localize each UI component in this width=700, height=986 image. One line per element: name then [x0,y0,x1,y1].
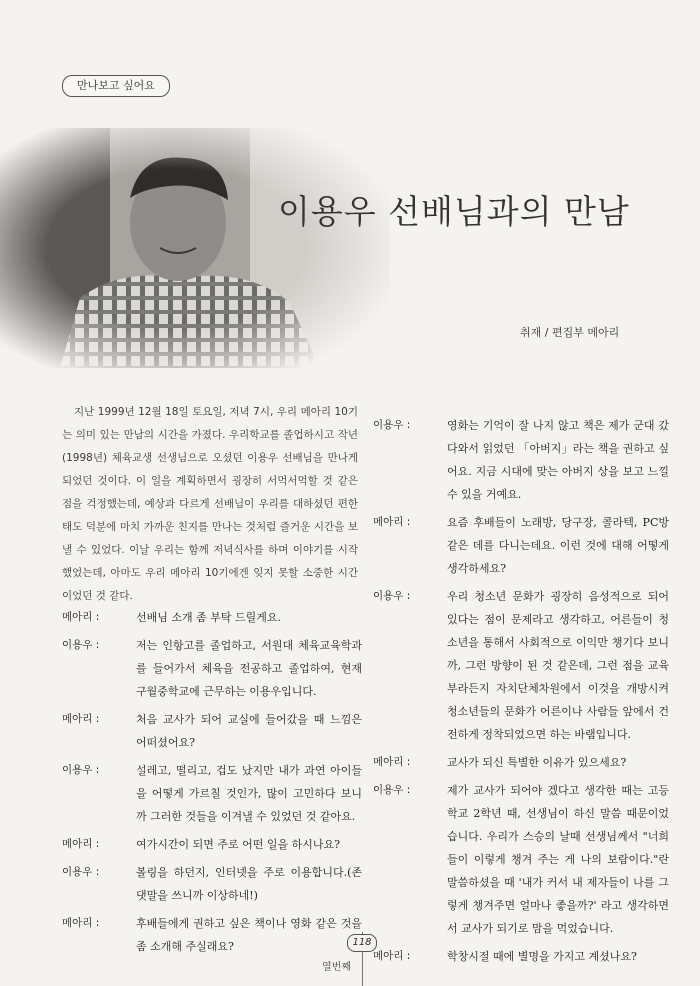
qa-speaker: 메아리 : [62,917,100,929]
qa-text: 학창시절 때에 별명을 가지고 계셨나요? [447,950,637,963]
byline: 취재 / 편집부 메아리 [520,326,620,339]
qa-item [62,833,362,856]
qa-item [373,585,669,746]
qa-item [62,912,362,958]
page-number: 118 [347,934,377,952]
qa-item [373,511,669,580]
qa-item [62,606,362,629]
qa-speaker: 이용우 : [373,419,411,431]
qa-text: 처음 교사가 되어 교실에 들어갔을 때 느낌은 어떠셨어요? [136,713,362,749]
qa-speaker: 메아리 : [62,713,100,725]
page-title: 이용우 선배님과의 만남 [278,192,630,231]
qa-speaker: 이용우 : [373,784,411,796]
qa-item [62,861,362,907]
qa-item [62,759,362,828]
qa-text: 저는 인항고를 졸업하고, 서원대 체육교육학과를 들어가서 체육을 전공하고 졸업하여, 현재 구월중학교에 근무하는 이용우입니다. [136,639,362,698]
qa-speaker: 이용우 : [373,590,411,602]
qa-speaker: 메아리 : [373,756,411,768]
qa-speaker: 메아리 : [62,611,100,623]
qa-speaker: 이용우 : [62,639,100,651]
qa-text: 선배님 소개 좀 부탁 드릴게요. [136,611,281,624]
qa-column-right [373,414,669,973]
footer-label: 열번째 [322,962,351,973]
qa-item [373,945,669,968]
qa-text: 요즘 후배들이 노래방, 당구장, 콜라텍, PC방 같은 데를 다니는데요. 이런 것에 대해 어떻게 생각하세요? [447,516,669,575]
qa-text: 후배들에게 권하고 싶은 책이나 영화 같은 것을 좀 소개해 주실래요? [136,917,362,953]
qa-text: 제가 교사가 되어야 겠다고 생각한 때는 고등학교 2학년 때, 선생님이 하신 말씀 때문이었습니다. 우리가 스승의 날때 선생님께서 "너희들이 이렇게 챙겨 주는 게 나의 보람이다."란 말씀하셨을 때 '내가 커서 내 제자들이 나를 그렇게 챙겨주면 얼마나 좋을까?' 라고 생각하면서 교사가 되기로 맘을 먹었습니다. [447,784,669,935]
qa-text: 여가시간이 되면 주로 어떤 일을 하시나요? [136,838,341,851]
qa-speaker: 이용우 : [62,764,100,776]
qa-item [373,779,669,940]
qa-speaker: 메아리 : [62,838,100,850]
qa-item [373,414,669,506]
qa-item [62,708,362,754]
qa-speaker: 메아리 : [373,950,411,962]
qa-text: 영화는 기억이 잘 나지 않고 책은 제가 군대 갔다와서 읽었던 「아버지」라는 책을 권하고 싶어요. 지금 시대에 맞는 아버지 상을 보고 느낄 수 있을 거예요. [447,419,669,501]
qa-speaker: 메아리 : [373,516,411,528]
qa-column-left [62,606,362,963]
section-tag: 만나보고 싶어요 [62,75,170,97]
intro-paragraph: 지난 1999년 12월 18일 토요일, 저녁 7시, 우리 메아리 10기는 의미 있는 만남의 시간을 가졌다. 우리학교를 졸업하시고 작년(1998년) 체육교생 선생님으로 오셨던 이용우 선배님을 만나게 되었던 것이다. 이 일을 계획하면서 굉장히 서먹서먹할 것 같은 점을 걱정했는데, 예상과 다르게 선배님이 우리를 대하셨던 편한 태도 덕분에 마치 가까운 친지를 만나는 것처럼 즐거운 시간을 보낼 수 있었다. 이날 우리는 함께 저녁식사를 하며 이야기를 시작했었는데, 아마도 우리 메아리 10기에겐 잊지 못할 소중한 시간이었던 것 같다. [62,405,358,602]
qa-text: 우리 청소년 문화가 굉장히 음성적으로 되어 있다는 점이 문제라고 생각하고, 어른들이 청소년을 통해서 사회적으로 이익만 챙기다 보니까, 그런 방향이 된 것 같은데, 그런 점을 교육부라든지 자치단체차원에서 이것을 개방시켜 청소년들의 문화가 어른이나 사람들 앞에서 건전하게 정착되었으면 하는 바램입니다. [447,590,669,741]
qa-text: 설레고, 떨리고, 겁도 났지만 내가 과연 아이들을 어떻게 가르칠 것인가, 많이 고민하다 보니까 그러한 것들을 이겨낼 수 있었던 것 같아요. [136,764,362,823]
qa-item [62,634,362,703]
qa-text: 교사가 되신 특별한 이유가 있으세요? [447,756,627,769]
qa-item [373,751,669,774]
qa-text: 볼링을 하던지, 인터넷을 주로 이용합니다.(존댓말을 쓰니까 이상하네!) [136,866,362,902]
qa-speaker: 이용우 : [62,866,100,878]
interviewee-photo [0,128,390,368]
